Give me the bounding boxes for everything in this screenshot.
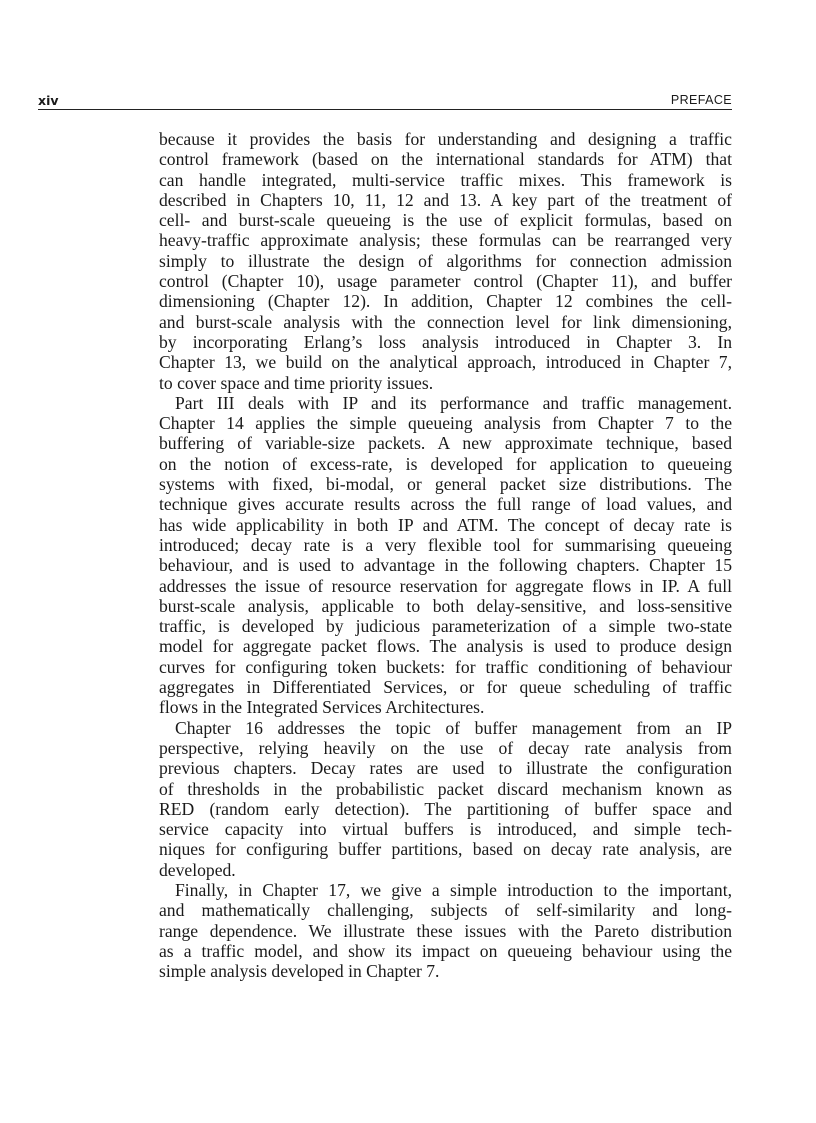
text-line: perspective, relying heavily on the use of decay rate analysis from [159,737,732,758]
text-line: addresses the issue of resource reservation for aggregate flows in IP. A full [159,575,732,596]
text-line: control (Chapter 10), usage parameter control (Chapter 11), and buffer [159,271,732,292]
text-line: and burst-scale analysis with the connection level for link dimensioning, [159,311,732,332]
paragraph [159,393,732,718]
text-line: of thresholds in the probabilistic packet discard mechanism known as [159,778,732,799]
text-line: can handle integrated, multi-service traffic mixes. This framework is [159,169,732,190]
text-line: buffering of variable-size packets. A new approximate technique, based [159,433,732,454]
text-line: and mathematically challenging, subjects of self-similarity and long- [159,900,732,921]
text-line: as a traffic model, and show its impact on queueing behaviour using the [159,940,732,961]
body-text [159,129,732,981]
text-line: Chapter 16 addresses the topic of buffer management from an IP [175,717,732,738]
paragraph [159,880,732,981]
text-line: Chapter 13, we build on the analytical approach, introduced in Chapter 7, [159,352,732,373]
text-line: Part III deals with IP and its performance and traffic management. [175,392,732,413]
running-title: PREFACE [670,93,732,107]
text-line: because it provides the basis for understanding and designing a traffic [159,129,732,149]
text-line: dimensioning (Chapter 12). In addition, Chapter 12 combines the cell- [159,291,732,312]
text-line: range dependence. We illustrate these issues with the Pareto distribution [159,920,732,941]
text-line: by incorporating Erlang’s loss analysis introduced in Chapter 3. In [159,331,732,352]
text-line: introduced; decay rate is a very flexible tool for summarising queueing [159,534,732,555]
text-line: burst-scale analysis, applicable to both delay-sensitive, and loss-sensitive [159,595,732,616]
text-line: niques for configuring buffer partitions, based on decay rate analysis, are [159,839,732,860]
text-line: aggregates in Differentiated Services, or for queue scheduling of traffic [159,677,732,698]
text-line: control framework (based on the international standards for ATM) that [159,149,732,170]
page-number: xiv [38,93,59,108]
text-line: developed. [159,859,236,880]
text-line: has wide applicability in both IP and ATM. The concept of decay rate is [159,514,732,535]
text-line: described in Chapters 10, 11, 12 and 13. A key part of the treatment of [159,189,732,210]
running-header [38,93,732,110]
text-line: on the notion of excess-rate, is developed for application to queueing [159,453,732,474]
text-line: model for aggregate packet flows. The analysis is used to produce design [159,636,732,657]
text-line: service capacity into virtual buffers is introduced, and simple tech- [159,819,732,840]
text-line: heavy-traffic approximate analysis; these formulas can be rearranged very [159,230,732,251]
text-line: Chapter 14 applies the simple queueing analysis from Chapter 7 to the [159,413,732,434]
text-line: simply to illustrate the design of algorithms for connection admission [159,250,732,271]
text-line: systems with fixed, bi-modal, or general packet size distributions. The [159,474,732,495]
text-line: cell- and burst-scale queueing is the use of explicit formulas, based on [159,210,732,231]
text-line: technique gives accurate results across the full range of load values, and [159,494,732,515]
text-line: to cover space and time priority issues. [159,372,434,393]
text-line: RED (random early detection). The partitioning of buffer space and [159,798,732,819]
paragraph [159,718,732,880]
text-line: flows in the Integrated Services Architectures. [159,697,485,718]
text-line: Finally, in Chapter 17, we give a simple introduction to the important, [175,879,732,900]
text-line: traffic, is developed by judicious parameterization of a simple two-state [159,616,732,637]
text-line: behaviour, and is used to advantage in the following chapters. Chapter 15 [159,555,732,576]
paragraph [159,129,732,393]
text-line: simple analysis developed in Chapter 7. [159,961,440,982]
text-line: previous chapters. Decay rates are used to illustrate the configuration [159,758,732,779]
text-line: curves for configuring token buckets: for traffic conditioning of behaviour [159,656,732,677]
